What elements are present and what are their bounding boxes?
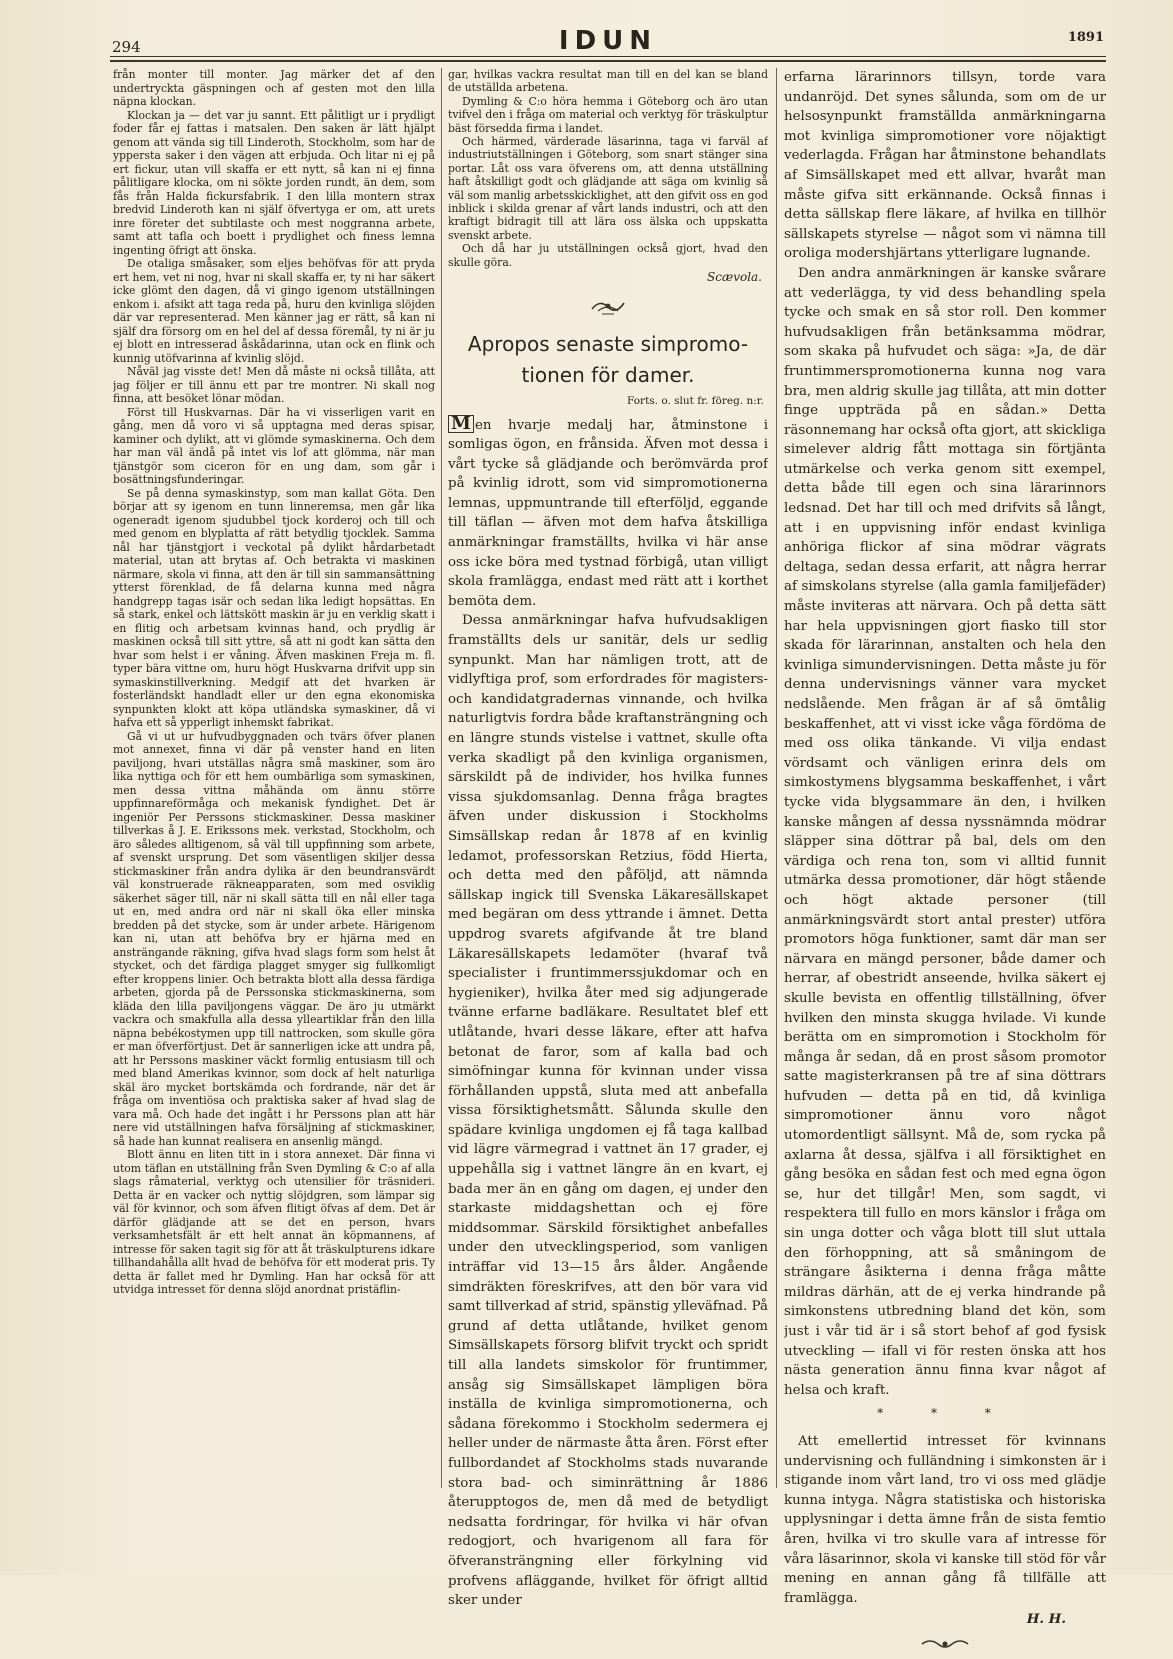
paragraph: Och härmed, värderade läsarinna, taga vi farväl af industriutställningen i Göteborg, som snart stänger sina portar. Låt oss vara öfverens om, att denna utställning haft åtskilligt godt och glädjande att säga om kvinlig så väl som manlig arbetsskicklighet, att den gifvit oss en god inblick i skilda grenar af vårt lands industri, och att den kraftigt bidragit till att lära oss älska och uppskatta svenskt arbete.: [448, 135, 768, 242]
article-body: [448, 412, 768, 1611]
paragraph: Och då har ju utställningen också gjort, hvad den skulle göra.: [448, 242, 768, 269]
paragraph: Blott ännu en liten titt in i stora annexet. Där finna vi utom täflan en utställning från Sven Dymling & C:o af alla slags råmaterial, verktyg och utensilier för träsnideri. Detta är en vacker och nyttig slöjdgren, som lämpar sig väl för kvinnor, och som äfven flitigt öfvas af dem. Det är därför glädjande att se det en person, hvars verksamhetsfält är ett helt annat än köpmannens, af intresse för saken tagit sig för att åt träskulpturens idkare tillhandahålla allt hvad de behöfva för ett moderat pris. Ty detta är fallet med hr Dymling. Han har också för att utvidga intresset för denna slöjd anordnat pristäflin-: [113, 1148, 435, 1296]
paragraph: Nåväl jag visste det! Men då måste ni också tillåta, att jag följer er till ännu ett par tre montrer. Ni skall nog finna, att besöket lönar mödan.: [113, 365, 435, 405]
year-label: 1891: [1067, 30, 1104, 45]
paragraph: från monter till monter. Jag märker det af den undertryckta gäspningen och af gesten mot den lilla näpna klockan.: [113, 68, 435, 108]
paragraph: Klockan ja — det var ju sannt. Ett pålitligt ur i prydligt foder får ej fattas i matsalen. Den saken är lätt hjälpt genom att vända sig till Linderoth, Stockholm, som har de yppersta saker i den vägen att erbjuda. Och litar ni ej på ert fickur, utan vill skaffa er ett nytt, så kan ni ej finna pålitligare klocka, om ni sökte jorden rundt, än dem, som fås från Halda fickursfabrik. I den lilla montern strax bredvid Linderoth kan ni själf öfvertyga er om, att urets inre företer det subtilaste och mest noggranna arbete, samt att tafla och boett i prydlighet och finess lemna ingenting öfrigt att önska.: [113, 108, 435, 257]
paragraph: Se på denna symaskinstyp, som man kallat Göta. Den börjar att sy igenom en tunn linneremsa, men går lika ogeneradt igenom sjudubbel tjock korderoj och till och med genom en blyplatta af rätt betydlig tjocklek. Samma nål har tjänstgjort i veckotal på dylikt hårdarbetadt material, utan att brytas af. Och betrakta vi maskinen närmare, skola vi finna, att den är till sin sammansättning ytterst förenklad, de få delarna kunna med några handgrepp tagas isär och sedan lika ledigt hopsättas. En så stark, enkel och lättskött maskin är ju en verklig skatt i en flitig och arbetsam kvinnas hand, och prydlig är maskinen också till sitt yttre, så att ni godt kan sätta den hvar som helst i er våning. Äfven maskinen Freja m. fl. typer bära vittne om, huru högt Huskvarna drifvit upp sin symaskinstillverkning. Medgif att det hvarken är fosterländskt handladt eller ur den egna ekonomiska synpunkten klokt att köpa utländska symaskiner, då vi hafva ett så ypperligt inhemskt fabrikat.: [113, 486, 435, 729]
paragraph: Att emellertid intresset för kvinnans undervisning och fulländning i simkonsten är i stigande inom vårt land, tro vi oss med glädje kunna intyga. Några statistiska och historiska upplysningar i detta ämne från de sista femtio åren, hvilka vi tro skulle vara af intresse för våra läsarinnor, skola vi kanske till stöd för vår mening en annan gång få tillfälle att framlägga.: [784, 1433, 1106, 1606]
drop-cap: M: [448, 415, 474, 433]
paragraph: Först till Huskvarnas. Där ha vi visserligen varit en gång, men då voro vi så upptagna med deras spisar, kaminer och dylikt, att vi glömde symaskinerna. Och dem har man väl ändå på intet vis lof att glömma, när man tjänstgör som ciceron för en ung dam, som går i bosättningsfunderingar.: [113, 405, 435, 486]
header-rule: [110, 56, 1106, 57]
article-title: [448, 329, 768, 391]
page-number: 294: [112, 38, 141, 56]
first-paragraph: [448, 412, 768, 612]
article-title-line: tionen för damer.: [521, 362, 695, 387]
paragraph: gar, hvilkas vackra resultat man till en del kan se bland de utställda arbetena.: [448, 68, 768, 95]
article-title-line: Apropos senaste simpromo-: [467, 331, 749, 356]
page-header: [110, 22, 1106, 62]
column-2: [448, 68, 768, 1611]
first-paragraph-text: en hvarje medalj har, åtminstone i somligas ögon, en frånsida. Äfven mot dessa i vårt tycke så glädjande och berömvärda prof på kvinlig idrott, som vid simpromotionerna lemnas, uppmuntrande till efterföljd, eggande till täflan — äfven mot dem hafva åtskilliga anmärkningar framställts, hvilka vi här anse oss icke böra med tystnad förbigå, utan villigt skola framlägga, endast med rätt att i korthet bemöta dem.: [448, 417, 768, 609]
column-3: [784, 68, 1106, 1659]
paragraph: Dessa anmärkningar hafva hufvudsakligen framställts dels ur sanitär, dels ur sedlig synpunkt. Man har nämligen trott, att de vidlyftiga prof, som erfordrades för magisters- och kandidatgradernas vinnande, och hvilka naturligtvis fordra både kraftansträngning och en längre stunds vistelse i vattnet, skulle ofta verka skadligt på den kvinliga organismen, särskildt på de individer, hos hvilka funnes vissa sjukdomsanlag. Denna fråga bragtes äfven under diskussion i Stockholms Simsällskap redan år 1878 af en kvinlig ledamot, professorskan Retzius, född Hierta, och detta med den påföljd, att nämnda sällskap ingick till Svenska Läkaresällskapet med begäran om dess yttrande i ämnet. Detta uppdrog svarets afgifvande åt tre bland Läkaresällskapets ledamöter (hvaraf två specialister i fruntimmerssjukdomar och en hygieniker), hvilka åter med sig adjungerade tvänne erfarne badläkare. Resultatet blef ett utlåtande, hvari desse läkare, efter att hafva betonat de faror, som af kalla bad och simöfningar kunna för kvinnan under vissa förhållanden uppstå, sluta med att anbefalla vissa försiktighetsmått. Sålunda skulle den spädare kvinliga ungdomen ej få taga kallbad vid lägre värmegrad i vattnet än 17 grader, ej uppehålla sig i vattnet längre än en kvart, ej bada mer än en gång om dagen, ej under den starkaste middagshettan och ej före middsommar. Särskild försiktighet anbefalles under den utvecklingsperiod, som vanligen inträffar vid 13—15 års ålder. Angående simdräkten föreskrifves, att den bör vara vid samt tillverkad af strid, spänstig ylleväfnad. På grund af detta utlåtande, hvilket genom Simsällskapets försorg blifvit tryckt och spridt till alla landets simskolor för fruntimmer, ansåg sig Simsällskapet lämpligen böra inställa de kvinliga simpromotionerna, och sådana förekommo i Stockholm sedermera ej heller under de närmaste åtta åren. Först efter fullbordandet af Stockholms stads nuvarande stora bad- och siminrättning år 1886 återupptogos de, men då med de betydligt nedsatta fordringar, för hvilka vi här ofvan redogjort, och hvarigenom all fara för öfveransträngning eller förkylning vid profvens afläggande, hvilket för öfrigt alltid sker under: [448, 613, 768, 1609]
paragraph: Dymling & C:o höra hemma i Göteborg och äro utan tvifvel den i fråga om material och verktyg för träskulptur bäst försedda firma i landet.: [448, 94, 768, 135]
ornament-icon: [448, 295, 768, 321]
paragraph: Gå vi ut ur hufvudbyggnaden och tvärs öfver planen mot annexet, finna vi där på venster hand en liten paviljong, hvari utställas några små maskiner, som äro lika nyttiga och för ett hem oumbärliga som symaskinen, men dessa vittna måhända om ännu större uppfinnareförmåga och mekanisk fyndighet. Det är ingeniör Per Perssons stickmaskiner. Dessa maskiner tillverkas å J. E. Erikssons mek. verkstad, Stockholm, och äro således alltigenom, så väl till uppfinning som arbete, af svenskt ursprung. Det som väsentligen skiljer dessa stickmaskiner från andra dylika är den beundransvärdt väl konstruerade räkneapparaten, som med osviklig säkerhet säger till, när ni skall sätta till en nål eller taga ut en, med andra ord när ni skall öka eller minska bredden på det stycke, som är under arbete. Härigenom kan ni, utan att behöfva bry er hjärna med en ansträngande räkning, gifva hvad slags form som helst åt stycket, och det färdiga plagget smyger sig fullkomligt efter kroppens linier. Och betrakta blott alla dessa färdiga arbeten, gjorda på de Perssonska stickmaskinerna, som kläda den lilla paviljongens väggar. De äro ju utmärkt vackra och smakfulla alla dessa ylleartiklar från den lilla näpna bebékostymen upp till nattrocken, som skulle göra er man öfverförtjust. Det är sannerligen icke att undra på, att hr Perssons maskiner väckt formlig entusiasm till och med bland Amerikas kvinnor, som dock af helt naturliga skäl äro mycket bortskämda och fordrande, när det är fråga om inventiösa och praktiska saker af hvad slag de vara må. Och hade det ingått i hr Perssons plan att här nere vid utställningen hafva försäljning af stickmaskiner, så hade han kunnat realisera en ansenlig mängd.: [113, 729, 435, 1148]
paragraph: Den andra anmärkningen är kanske svårare att vederlägga, ty vid dess behandling spela tycke och smak en så stor roll. Den kommer hufvudsakligen från betänksamma mödrar, som skaka på hufvudet och säga: »Ja, de där fruntimmerspromotionerna kunna nog vara bra, men aldrig skulle jag tillåta, att min dotter finge uppträda på en sådan.» Detta räsonnemang har också ofta gjort, att skickliga simelever aldrig fått mottaga sin förtjänta utmärkelse och verka genom sitt exempel, detta både till egen och sina lärarinnors ledsnad. Det har till och med drifvits så långt, att i en uppvisning inför endast kvinliga anhöriga flickor af sina mödrar vägrats deltaga, sedan dessa erfarit, att några herrar af simskolans styrelse (alla gamla familjefäder) måste inviteras att närvara. Och på detta sätt har hela uppvisningen gjort fiasko till stor skada för lärarinnan, anstalten och hela den kvinliga simundervisningen. Detta måste ju för denna undervisnings vänner vara mycket nedslående. Men frågan är af så ömtålig beskaffenhet, att vi visst icke våga fördöma de med oss olika tänkande. Vi vilja endast vördsamt och vänligen erinra dels om simkostymens blygsamma beskaffenhet, i vårt tycke vida blygsammare än den, i hvilken kanske mången af dessa nyssnämnda mödrar släpper sina döttrar på bal, dels om den värdiga och rena ton, som vi alltid funnit utmärka dessa promotioner, där högt stående och högt aktade personer (till anmärkningsvärdt stort antal prester) utföra promotors höga funktioner, samt där man ser närvara en mängd personer, både damer och herrar, af obestridt anseende, hvilka säkert ej skulle bevista en offentlig tillställning, öfver hvilken den minsta skugga hvilade. Vi kunde berätta om en simpromotion i Stockholm för många år sedan, då en prost såsom promotor satte magisterkransen på tre af sina döttrars hufvuden — detta på en tid, då kvinliga simpromotioner ännu voro något utomordentligt sällsynt. Må de, som rycka på axlarna åt dessa, själfva i all försiktighet en gång besöka en sådan fest och med egna ögon se, hur det tillgår! Men, som sagdt, vi respektera till fullo en mors känslor i fråga om sin unga dotter och våga blott till slut uttala den förhoppning, att så småningom de strängare åsikterna i denna fråga måtte mildras därhän, att de ej verka hindrande på simkonstens utbredning bland det kön, som just i vår tid är i så stort behof af god fysisk utveckling — ifall vi för resten önska att hos nästa generation ännu finna kvar något af helsa och kraft.: [784, 265, 1106, 1398]
signature: H. H.: [1026, 1611, 1066, 1628]
paragraph: erfarna lärarinnors tillsyn, torde vara undanröjd. Det synes sålunda, som om de ur helsosynpunkt framställda anmärkningarna mot kvinliga simpromotioner vore nöjaktigt vederlagda. Frågan har åtminstone behandlats af Simsällskapet med ett allvar, hvaråt man måste gifva sitt erkännande. Också finnas i detta sällskap flere läkare, af hvilka en tillhör sällskapets styrelse — något som vi nämna till oroliga modershjärtans ytterligare lugnande.: [784, 70, 1106, 262]
continued-note: Forts. o. slut fr. föreg. n:r.: [627, 394, 764, 407]
asterism: * * *: [877, 1406, 1013, 1421]
paragraph: De otaliga småsaker, som eljes behöfvas för att pryda ert hem, vet ni nog, hvar ni skall skaffa er, ty ni har säkert icke glömt den dagen, då vi gingo igenom utställningen enkom i. afsikt att taga reda på, huru den kvinliga slöjden där var representerad. Men känner jag er rätt, så kan ni själf dra försorg om en hel del af dessa föremål, ty ni är ju ej blott en intresserad åskådarinna, utan ock en flink och kunnig utöfvarinna af kvinlig slöjd.: [113, 257, 435, 365]
signature: Scævola.: [706, 270, 762, 285]
previous-article-end: [448, 68, 768, 285]
column-divider-2: [776, 68, 777, 1488]
end-ornament-icon: [784, 1636, 1106, 1659]
column-divider-1: [441, 68, 442, 1488]
masthead-title: IDUN: [558, 26, 658, 56]
column-1: [113, 68, 435, 1488]
